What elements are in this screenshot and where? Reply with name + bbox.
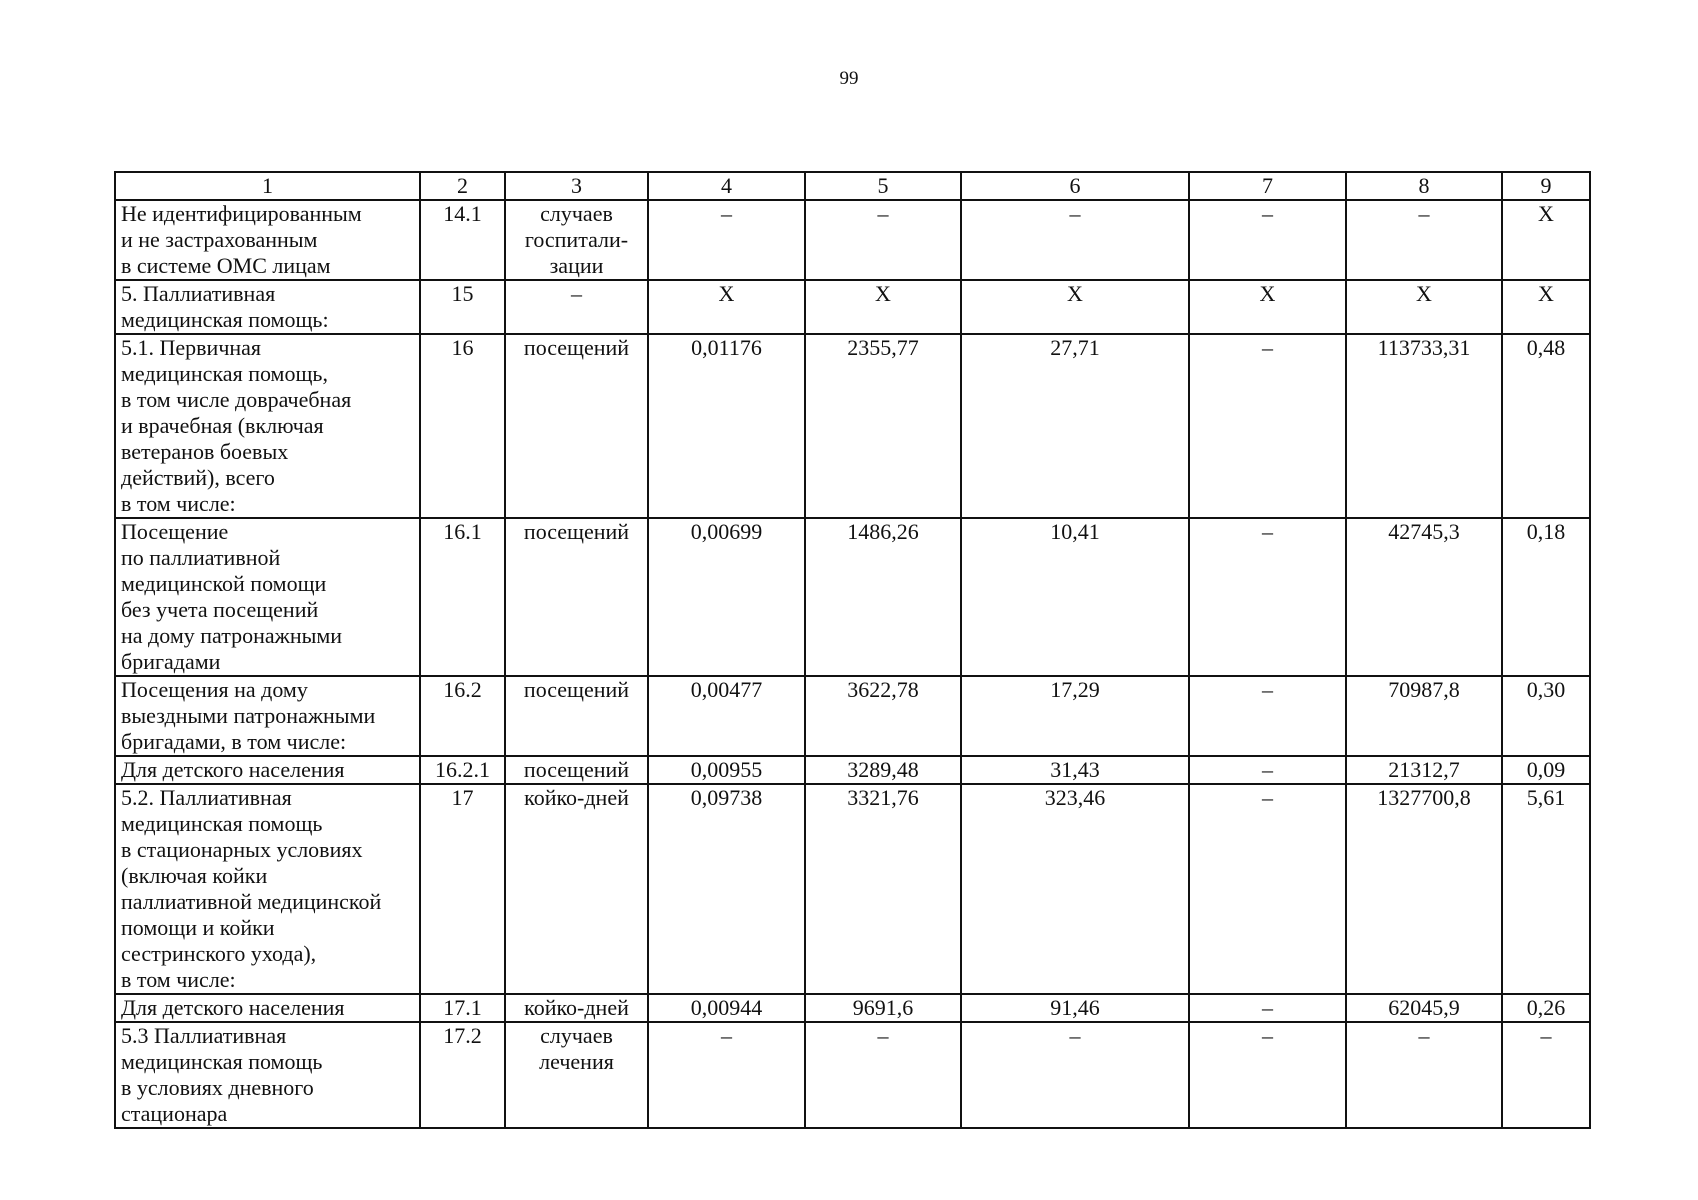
row-code-cell: 16.2.1 (420, 756, 505, 784)
row-name-cell-line: действий), всего (121, 465, 275, 490)
row-value-cell: – (1189, 756, 1346, 784)
column-header: 5 (805, 172, 961, 200)
column-header: 3 (505, 172, 648, 200)
table-row (115, 334, 1590, 518)
row-name-cell-line: Посещение (121, 519, 229, 544)
column-header: 9 (1502, 172, 1590, 200)
row-value-cell: – (961, 1022, 1189, 1128)
row-name-cell (115, 280, 420, 334)
row-name-cell-line: по паллиативной (121, 545, 281, 570)
row-name-cell-line: медицинская помощь (121, 811, 323, 836)
row-value-cell: 0,00955 (648, 756, 805, 784)
row-unit-cell (505, 994, 648, 1022)
row-value-cell: Х (1346, 280, 1502, 334)
row-name-cell-line: в том числе: (121, 491, 236, 516)
row-name-cell-line: Не идентифицированным (121, 201, 362, 226)
row-value-cell: 91,46 (961, 994, 1189, 1022)
row-unit-cell-line: посещений (523, 677, 630, 702)
row-value-cell: 17,29 (961, 676, 1189, 756)
row-unit-cell-line: – (571, 281, 582, 306)
row-name-cell (115, 200, 420, 280)
row-unit-cell (505, 280, 648, 334)
row-value-cell: Х (805, 280, 961, 334)
row-value-cell: 0,09738 (648, 784, 805, 994)
row-value-cell: 21312,7 (1346, 756, 1502, 784)
row-name-cell-line: и врачебная (включая (121, 413, 324, 438)
row-name-cell-line: и не застрахованным (121, 227, 318, 252)
row-value-cell: 10,41 (961, 518, 1189, 676)
row-name-cell (115, 994, 420, 1022)
row-code-cell: 14.1 (420, 200, 505, 280)
row-value-cell: 1486,26 (805, 518, 961, 676)
row-value-cell: 3321,76 (805, 784, 961, 994)
row-value-cell: Х (1502, 280, 1590, 334)
row-name-cell-line: в системе ОМС лицам (121, 253, 331, 278)
row-name-cell-line: 5.3 Паллиативная (121, 1023, 287, 1048)
row-value-cell: 0,26 (1502, 994, 1590, 1022)
row-value-cell: 0,00944 (648, 994, 805, 1022)
row-value-cell: – (1189, 334, 1346, 518)
row-code-cell: 16.1 (420, 518, 505, 676)
row-value-cell: 9691,6 (805, 994, 961, 1022)
row-value-cell: 2355,77 (805, 334, 961, 518)
row-unit-cell (505, 518, 648, 676)
row-value-cell: – (1189, 1022, 1346, 1128)
row-name-cell (115, 784, 420, 994)
row-value-cell: 0,48 (1502, 334, 1590, 518)
row-code-cell: 17.2 (420, 1022, 505, 1128)
row-name-cell-line: в том числе: (121, 967, 236, 992)
row-name-cell-line: сестринского ухода), (121, 941, 317, 966)
row-value-cell: 323,46 (961, 784, 1189, 994)
row-name-cell-line: стационара (121, 1101, 228, 1126)
row-unit-cell-line: случаев (540, 1023, 613, 1048)
column-header: 6 (961, 172, 1189, 200)
row-unit-cell (505, 756, 648, 784)
column-header: 1 (115, 172, 420, 200)
table-header-row (115, 172, 1590, 200)
row-name-cell (115, 756, 420, 784)
row-code-cell: 17.1 (420, 994, 505, 1022)
row-name-cell-line: (включая койки (121, 863, 268, 888)
column-header: 2 (420, 172, 505, 200)
table-row (115, 784, 1590, 994)
row-value-cell: – (1189, 676, 1346, 756)
row-value-cell: – (648, 1022, 805, 1128)
row-value-cell: 0,01176 (648, 334, 805, 518)
table-row (115, 676, 1590, 756)
table-row (115, 994, 1590, 1022)
row-unit-cell-line: госпитали- (524, 227, 629, 252)
row-value-cell: – (961, 200, 1189, 280)
row-name-cell-line: на дому патронажными (121, 623, 343, 648)
row-value-cell: 3289,48 (805, 756, 961, 784)
table-row (115, 518, 1590, 676)
row-value-cell: 0,00477 (648, 676, 805, 756)
row-name-cell-line: 5. Паллиативная (121, 281, 276, 306)
row-value-cell: 62045,9 (1346, 994, 1502, 1022)
row-value-cell: – (805, 1022, 961, 1128)
table-row (115, 280, 1590, 334)
row-value-cell: 70987,8 (1346, 676, 1502, 756)
row-code-cell: 16 (420, 334, 505, 518)
row-value-cell: 1327700,8 (1346, 784, 1502, 994)
row-value-cell: Х (961, 280, 1189, 334)
row-value-cell: 3622,78 (805, 676, 961, 756)
row-unit-cell-line: посещений (523, 335, 630, 360)
row-value-cell: 5,61 (1502, 784, 1590, 994)
row-code-cell: 16.2 (420, 676, 505, 756)
row-unit-cell-line: койко-дней (524, 995, 629, 1020)
row-value-cell: 0,30 (1502, 676, 1590, 756)
row-value-cell: Х (1189, 280, 1346, 334)
row-name-cell-line: бригадами (121, 649, 221, 674)
row-name-cell-line: медицинская помощь, (121, 361, 328, 386)
row-name-cell-line: бригадами, в том числе: (121, 729, 347, 754)
row-name-cell-line: в стационарных условиях (121, 837, 363, 862)
row-value-cell: – (1502, 1022, 1590, 1128)
row-unit-cell (505, 1022, 648, 1128)
row-name-cell-line: без учета посещений (121, 597, 319, 622)
column-header: 8 (1346, 172, 1502, 200)
row-unit-cell-line: зации (549, 253, 604, 278)
row-name-cell-line: Для детского населения (121, 995, 345, 1020)
row-name-cell-line: медицинская помощь (121, 1049, 323, 1074)
row-name-cell (115, 334, 420, 518)
row-value-cell: Х (648, 280, 805, 334)
row-value-cell: – (1346, 1022, 1502, 1128)
row-value-cell: – (1346, 200, 1502, 280)
row-name-cell-line: медицинской помощи (121, 571, 327, 596)
row-name-cell-line: медицинская помощь: (121, 307, 329, 332)
row-value-cell: 31,43 (961, 756, 1189, 784)
row-unit-cell-line: посещений (523, 519, 630, 544)
row-name-cell (115, 676, 420, 756)
row-unit-cell-line: лечения (539, 1049, 614, 1074)
row-value-cell: – (1189, 200, 1346, 280)
row-name-cell-line: 5.1. Первичная (121, 335, 262, 360)
row-unit-cell (505, 784, 648, 994)
column-header: 4 (648, 172, 805, 200)
row-value-cell: 27,71 (961, 334, 1189, 518)
row-value-cell: – (1189, 994, 1346, 1022)
row-name-cell-line: паллиативной медицинской (121, 889, 382, 914)
row-value-cell: Х (1502, 200, 1590, 280)
row-value-cell: – (1189, 518, 1346, 676)
row-name-cell-line: ветеранов боевых (121, 439, 289, 464)
row-name-cell-line: помощи и койки (121, 915, 275, 940)
row-value-cell: 113733,31 (1346, 334, 1502, 518)
row-name-cell (115, 518, 420, 676)
row-name-cell-line: Посещения на дому (121, 677, 308, 702)
row-value-cell: – (1189, 784, 1346, 994)
table-row (115, 1022, 1590, 1128)
column-header: 7 (1189, 172, 1346, 200)
row-unit-cell-line: посещений (523, 757, 630, 782)
row-value-cell: – (805, 200, 961, 280)
row-name-cell-line: Для детского населения (121, 757, 345, 782)
data-table (114, 171, 1591, 1129)
row-unit-cell-line: случаев (540, 201, 613, 226)
table-row (115, 756, 1590, 784)
row-value-cell: 0,18 (1502, 518, 1590, 676)
row-unit-cell (505, 200, 648, 280)
row-unit-cell (505, 676, 648, 756)
row-value-cell: 0,00699 (648, 518, 805, 676)
row-name-cell-line: 5.2. Паллиативная (121, 785, 292, 810)
row-value-cell: 0,09 (1502, 756, 1590, 784)
page-number: 99 (839, 68, 859, 89)
row-code-cell: 17 (420, 784, 505, 994)
row-code-cell: 15 (420, 280, 505, 334)
row-unit-cell-line: койко-дней (524, 785, 629, 810)
row-name-cell-line: в том числе доврачебная (121, 387, 352, 412)
row-value-cell: – (648, 200, 805, 280)
row-value-cell: 42745,3 (1346, 518, 1502, 676)
row-name-cell (115, 1022, 420, 1128)
row-unit-cell (505, 334, 648, 518)
row-name-cell-line: выездными патронажными (121, 703, 376, 728)
table-row (115, 200, 1590, 280)
row-name-cell-line: в условиях дневного (121, 1075, 314, 1100)
